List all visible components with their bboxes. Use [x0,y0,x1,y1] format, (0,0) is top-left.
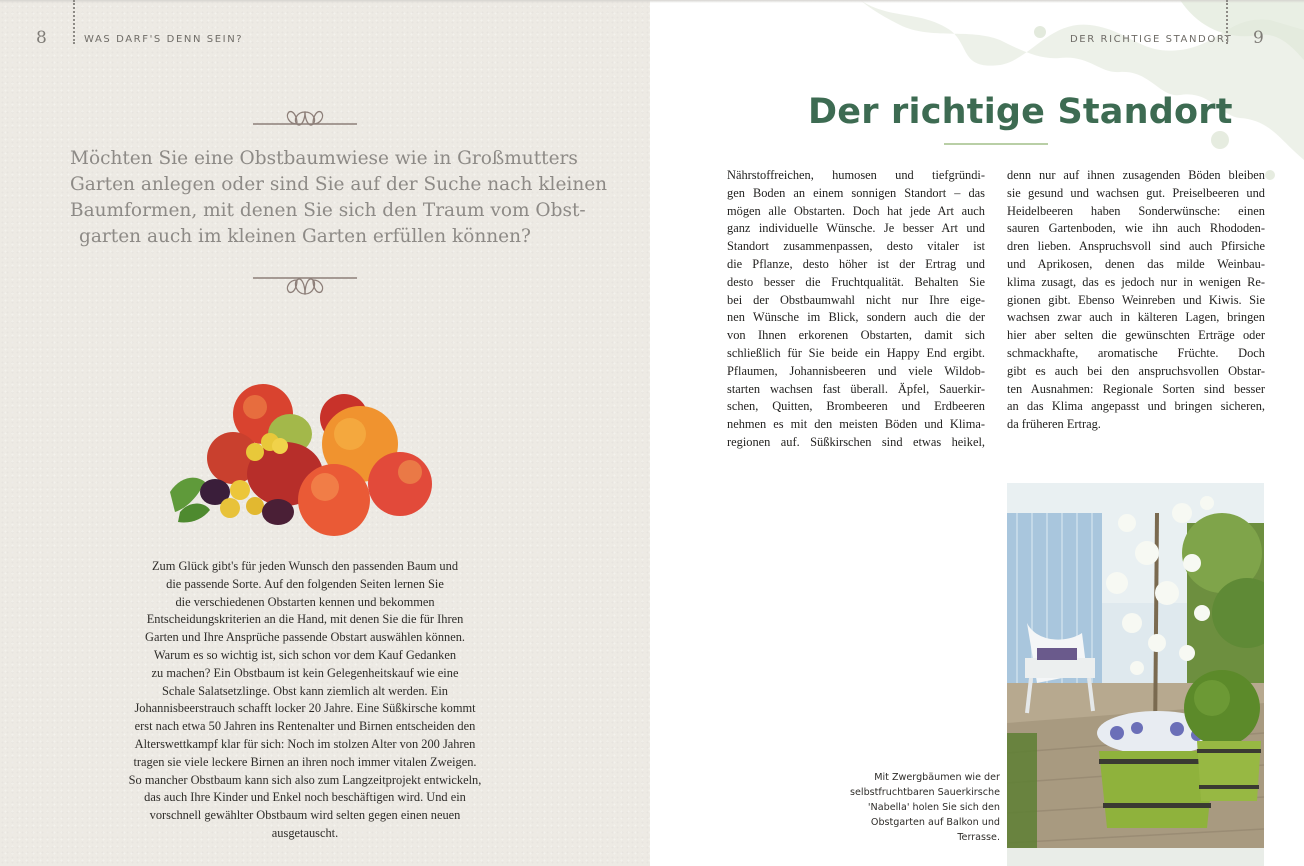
column-line: schen, Quitten, Brombeeren und Erdbeeren [727,399,985,414]
column-line: sie gesund und wachsen gut. Preiselbeeren und [1007,185,1265,200]
body-line: Entscheidungskriterien an die Hand, mit denen Sie die für Ihren [146,612,464,627]
ornament-top [253,106,357,134]
column-line: nehmen es mit den meisten Böden und Klima- [727,417,985,432]
caption-line: Mit Zwergbäumen wie der [874,772,1000,783]
body-line: ausgetauscht. [271,825,339,840]
left-body-text [90,558,520,843]
column-line: da früheren Ertrag. [1007,417,1101,432]
column-line: starten wachsen fast überall. Äpfel, Sauerkir- [727,381,985,396]
column-line: dren lieben. Anspruchsvoll sind auch Pfirsiche [1007,239,1265,254]
column-line: schmackhafte, aromatische Früchte. Doch [1007,345,1265,360]
body-line: Johannisbeerstrauch schafft locker 20 Jahre. Eine Süßkirsche kommt [134,701,476,716]
body-line: Warum es so wichtig ist, sich schon vor dem Kauf Gedanken [153,647,457,662]
text-column-left [727,167,985,452]
caption-line: Obstgarten auf Balkon und [870,817,1000,828]
column-line: ten Ausnahmen: Regionale Sorten sind besser [1007,381,1265,396]
caption-line: selbstfruchtbaren Sauerkirsche [850,787,1000,798]
running-head-rule-right [1226,0,1228,44]
page-number-right: 9 [1253,28,1264,48]
body-line: Schale Salatsetzlinge. Obst kann ziemlich alt werden. Ein [162,683,448,698]
intro-line: garten auch im kleinen Garten erfüllen können? [79,226,531,247]
body-line: Zum Glück gibt's für jeden Wunsch den passenden Baum und [151,559,459,573]
body-line: zu machen? Ein Obstbaum ist kein Gelegenheitskauf wie eine [151,665,459,680]
column-line: klima zusagt, das es jedoch nur in wenigen Re- [1007,274,1265,289]
intro-line: Möchten Sie eine Obstbaumwiese wie in Großmutters [70,148,578,169]
intro-line: Garten anlegen oder sind Sie auf der Suche nach kleinen [70,174,608,195]
column-line: regionen auf. Süßkirschen sind etwas heikel, [727,434,985,449]
column-line: gibt es auch bei den anspruchsvollen Obstar- [1007,363,1265,378]
body-line: tragen sie viele leckere Birnen an ihren noch immer vitalen Zweigen. [133,754,477,769]
body-line: die verschiedenen Obstarten kennen und bekommen [175,594,435,609]
body-line: So mancher Obstbaum kann sich also zum Langzeitprojekt entwickeln, [128,772,482,787]
column-line: gionen gibt. Ebenso Weinreben und Kiwis. Sie [1007,292,1265,307]
body-line: die passende Sorte. Auf den folgenden Seiten lernen Sie [166,576,444,591]
fruit-pile-image [160,382,450,542]
column-line: und Aprikosen, denen das milde Weinbau- [1007,256,1265,271]
column-line: denn nur auf ihnen zusagenden Böden bleiben [1007,168,1265,182]
column-line: hier aber selten die gewünschten Erträge oder [1007,328,1265,343]
column-line: wachsen zwar auch in kälteren Lagen, bringen [1007,310,1265,325]
column-line: Pflaumen, Johannisbeeren und viele Wildob- [727,363,985,378]
intro-text [70,146,608,250]
running-head-left: WAS DARF'S DENN SEIN? [84,34,244,45]
heading-underline [944,143,1048,145]
page-number-left: 8 [36,28,47,48]
column-line: sauren Gartenboden, wie ihn auch Rhododen- [1007,221,1265,236]
balcony-cherry-tree-photo [1007,483,1264,866]
intro-line: Baumformen, mit denen Sie sich den Traum vom Obst- [70,200,586,221]
photo-caption [848,770,1000,845]
body-line: Garten und Ihre Ansprüche passende Obstart auswählen können. [145,630,465,645]
column-line: Standort zusammenpassen, desto vitaler ist [727,239,985,254]
column-line: von Ihnen erkorenen Obstarten, damit sich [727,328,985,343]
column-line: mögen alle Obstarten. Doch hat jede Art auch [727,203,985,218]
column-line: nen Wünsche im Blick, sondern auch die der [727,310,985,325]
text-column-right [1007,167,1265,434]
column-line: an das Klima angepasst und bringen sicheren, [1007,399,1265,414]
column-line: gen Boden an einem sonnigen Standort – das [727,185,985,200]
caption-line: 'Nabella' holen Sie sich den [867,802,1000,813]
column-line: bei der Obstbaumwahl nicht nur Ihre eige- [727,292,985,307]
body-line: vorschnell gewählter Obstbaum wird selten gegen einen neuen [149,808,461,823]
body-line: Alterswettkampf klar für sich: Noch im stolzen Alter von 200 Jahren [134,736,476,751]
column-line: desto besser die Fruchtqualität. Behalten Sie [727,274,985,289]
body-line: erst nach etwa 50 Jahren ins Rentenalter und Birnen entscheiden den [134,719,476,734]
body-line: das auch Ihre Kinder und Enkel noch beschäftigen wird. Und ein [144,790,466,805]
running-head-rule-left [73,0,75,44]
running-head-right: DER RICHTIGE STANDORT [1070,34,1233,45]
column-line: schließlich für Sie beide ein Happy End ergibt. [727,345,985,360]
caption-line: Terrasse. [957,832,1000,843]
column-line: Nährstoffreichen, humosen und tiefgründi- [727,168,985,182]
column-line: die Pflanze, desto höher ist der Ertrag und [727,256,985,271]
column-line: Heidelbeeren haben Sonderwünsche: einen [1007,203,1265,218]
top-shadow [0,0,1304,3]
column-line: ganz individuelle Wünsche. Je besser Art und [727,221,985,236]
section-heading: Der richtige Standort [808,92,1233,132]
ornament-bottom [253,270,357,298]
